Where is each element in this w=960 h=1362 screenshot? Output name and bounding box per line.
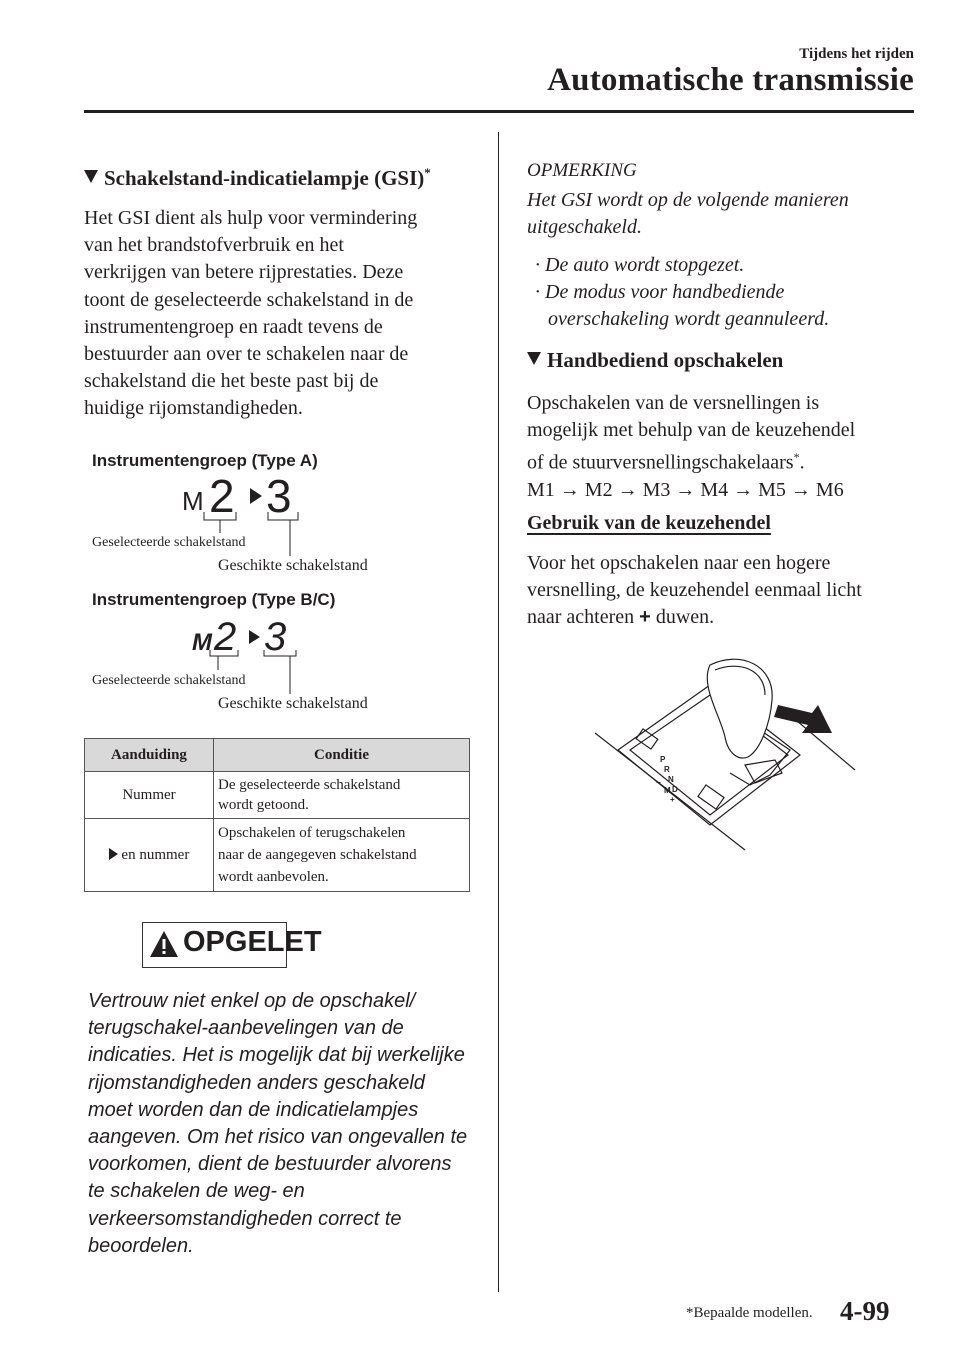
header-rule: [84, 110, 914, 113]
triangle-bullet-icon: [527, 352, 541, 365]
selected-gear-digit: 2: [209, 470, 235, 522]
diagram-bc-title: Instrumentengroep (Type B/C): [92, 590, 336, 609]
table-header: Conditie: [214, 739, 470, 772]
warning-triangle-icon: [149, 930, 179, 958]
note-intro: Het GSI wordt op de volgende manieren uitgeschakeld.: [527, 189, 849, 238]
upshift-arrow-icon: [250, 488, 262, 504]
plus-icon: +: [639, 606, 651, 629]
table-cell: Nummer: [85, 772, 214, 819]
selected-gear-digit: 2: [214, 615, 237, 659]
gsi-heading: Schakelstand-indicatielampje (GSI)*: [84, 165, 431, 191]
gate-label: D: [672, 785, 678, 794]
column-divider: [498, 132, 499, 1292]
list-item: · De auto wordt stopgezet.: [535, 254, 745, 276]
table-row: [85, 772, 470, 819]
manual-upshift-heading: Handbediend opschakelen: [527, 348, 783, 373]
lever-heading: Gebruik van de keuzehendel: [527, 512, 771, 534]
warning-label: OPGELET: [183, 926, 322, 958]
gsi-paragraph: Het GSI dient als hulp voor vermindering van het brandstofverbruik en het verkrijgen van betere rijprestaties. Deze toont de geselecteerde schakelstand in de instrumentengroep en raadt tevens de bestuurder aan over te schakelen naar de schakelstand die het beste past bij de huidige rijomstandigheden.: [84, 207, 418, 420]
mode-letter: M: [182, 486, 204, 516]
gear-lever-illustration: [590, 655, 860, 855]
upshift-arrow-icon: [109, 848, 118, 860]
triangle-bullet-icon: [84, 170, 98, 183]
gate-label: +: [670, 795, 675, 804]
gate-label: −: [656, 778, 661, 787]
section-label: Tijdens het rijden: [799, 46, 914, 62]
warning-text: Vertrouw niet enkel op de opschakel/ terugschakel-aanbevelingen van de indicaties. Het is mogelijk dat bij werkelijke rijomstandigheden anders geschakeld moet worden dan de indicatielampjes aangeven. Om het risico van ongevallen te voorkomen, dient de bestuurder alvorens te schakelen de weg- en verkeersomstandigheden correct te beoordelen.: [88, 990, 468, 1257]
diagram-bc-label-selected: Geselecteerde schakelstand: [92, 673, 246, 688]
lever-paragraph: Voor het opschakelen naar een hogere versnelling, de keuzehendel eenmaal licht naar achteren + duwen.: [527, 552, 862, 629]
page-number: 4-99: [840, 1296, 890, 1326]
diagram-a-title: Instrumentengroep (Type A): [92, 451, 318, 470]
table-cell: en nummer: [85, 819, 214, 892]
push-arrow-icon: [774, 705, 832, 733]
gate-label: N: [668, 775, 674, 784]
gate-label: R: [664, 765, 670, 774]
diagram-a-label-selected: Geselecteerde schakelstand: [92, 535, 246, 550]
suggested-gear-digit: 3: [264, 615, 287, 659]
diagram-a-label-suitable: Geschikte schakelstand: [218, 557, 368, 574]
note-bullets: · De auto wordt stopgezet. · De modus voor handbediende overschakeling wordt geannuleerd.: [535, 252, 925, 333]
list-item: · De modus voor handbediende: [535, 281, 785, 303]
page-title: Automatische transmissie: [547, 62, 914, 98]
manual-upshift-paragraph: Opschakelen van de versnellingen is mogelijk met behulp van de keuzehendel of de stuurversnellingschakelaars*. M1 → M2 → M3 → M4 → M5 → M6: [527, 390, 927, 504]
table-row: [85, 819, 470, 892]
gate-label: M: [664, 786, 671, 795]
suggested-gear-digit: 3: [266, 470, 292, 522]
table-cell: Opschakelen of terugschakelen naar de aangegeven schakelstand wordt aanbevolen.: [214, 819, 470, 892]
gate-label: P: [660, 755, 666, 764]
upshift-arrow-icon: [249, 630, 260, 644]
mode-letter: M: [192, 629, 212, 656]
gear-sequence: M1 → M2 → M3 → M4 → M5 → M6: [527, 479, 844, 502]
note-heading: OPMERKING: [527, 160, 637, 181]
table-cell: De geselecteerde schakelstand wordt getoond.: [214, 772, 470, 819]
table-header-row: [85, 739, 470, 772]
condition-table: [84, 738, 470, 892]
diagram-bc-label-suitable: Geschikte schakelstand: [218, 695, 368, 712]
footer-note: *Bepaalde modellen.: [686, 1305, 813, 1321]
table-header: Aanduiding: [85, 739, 214, 772]
